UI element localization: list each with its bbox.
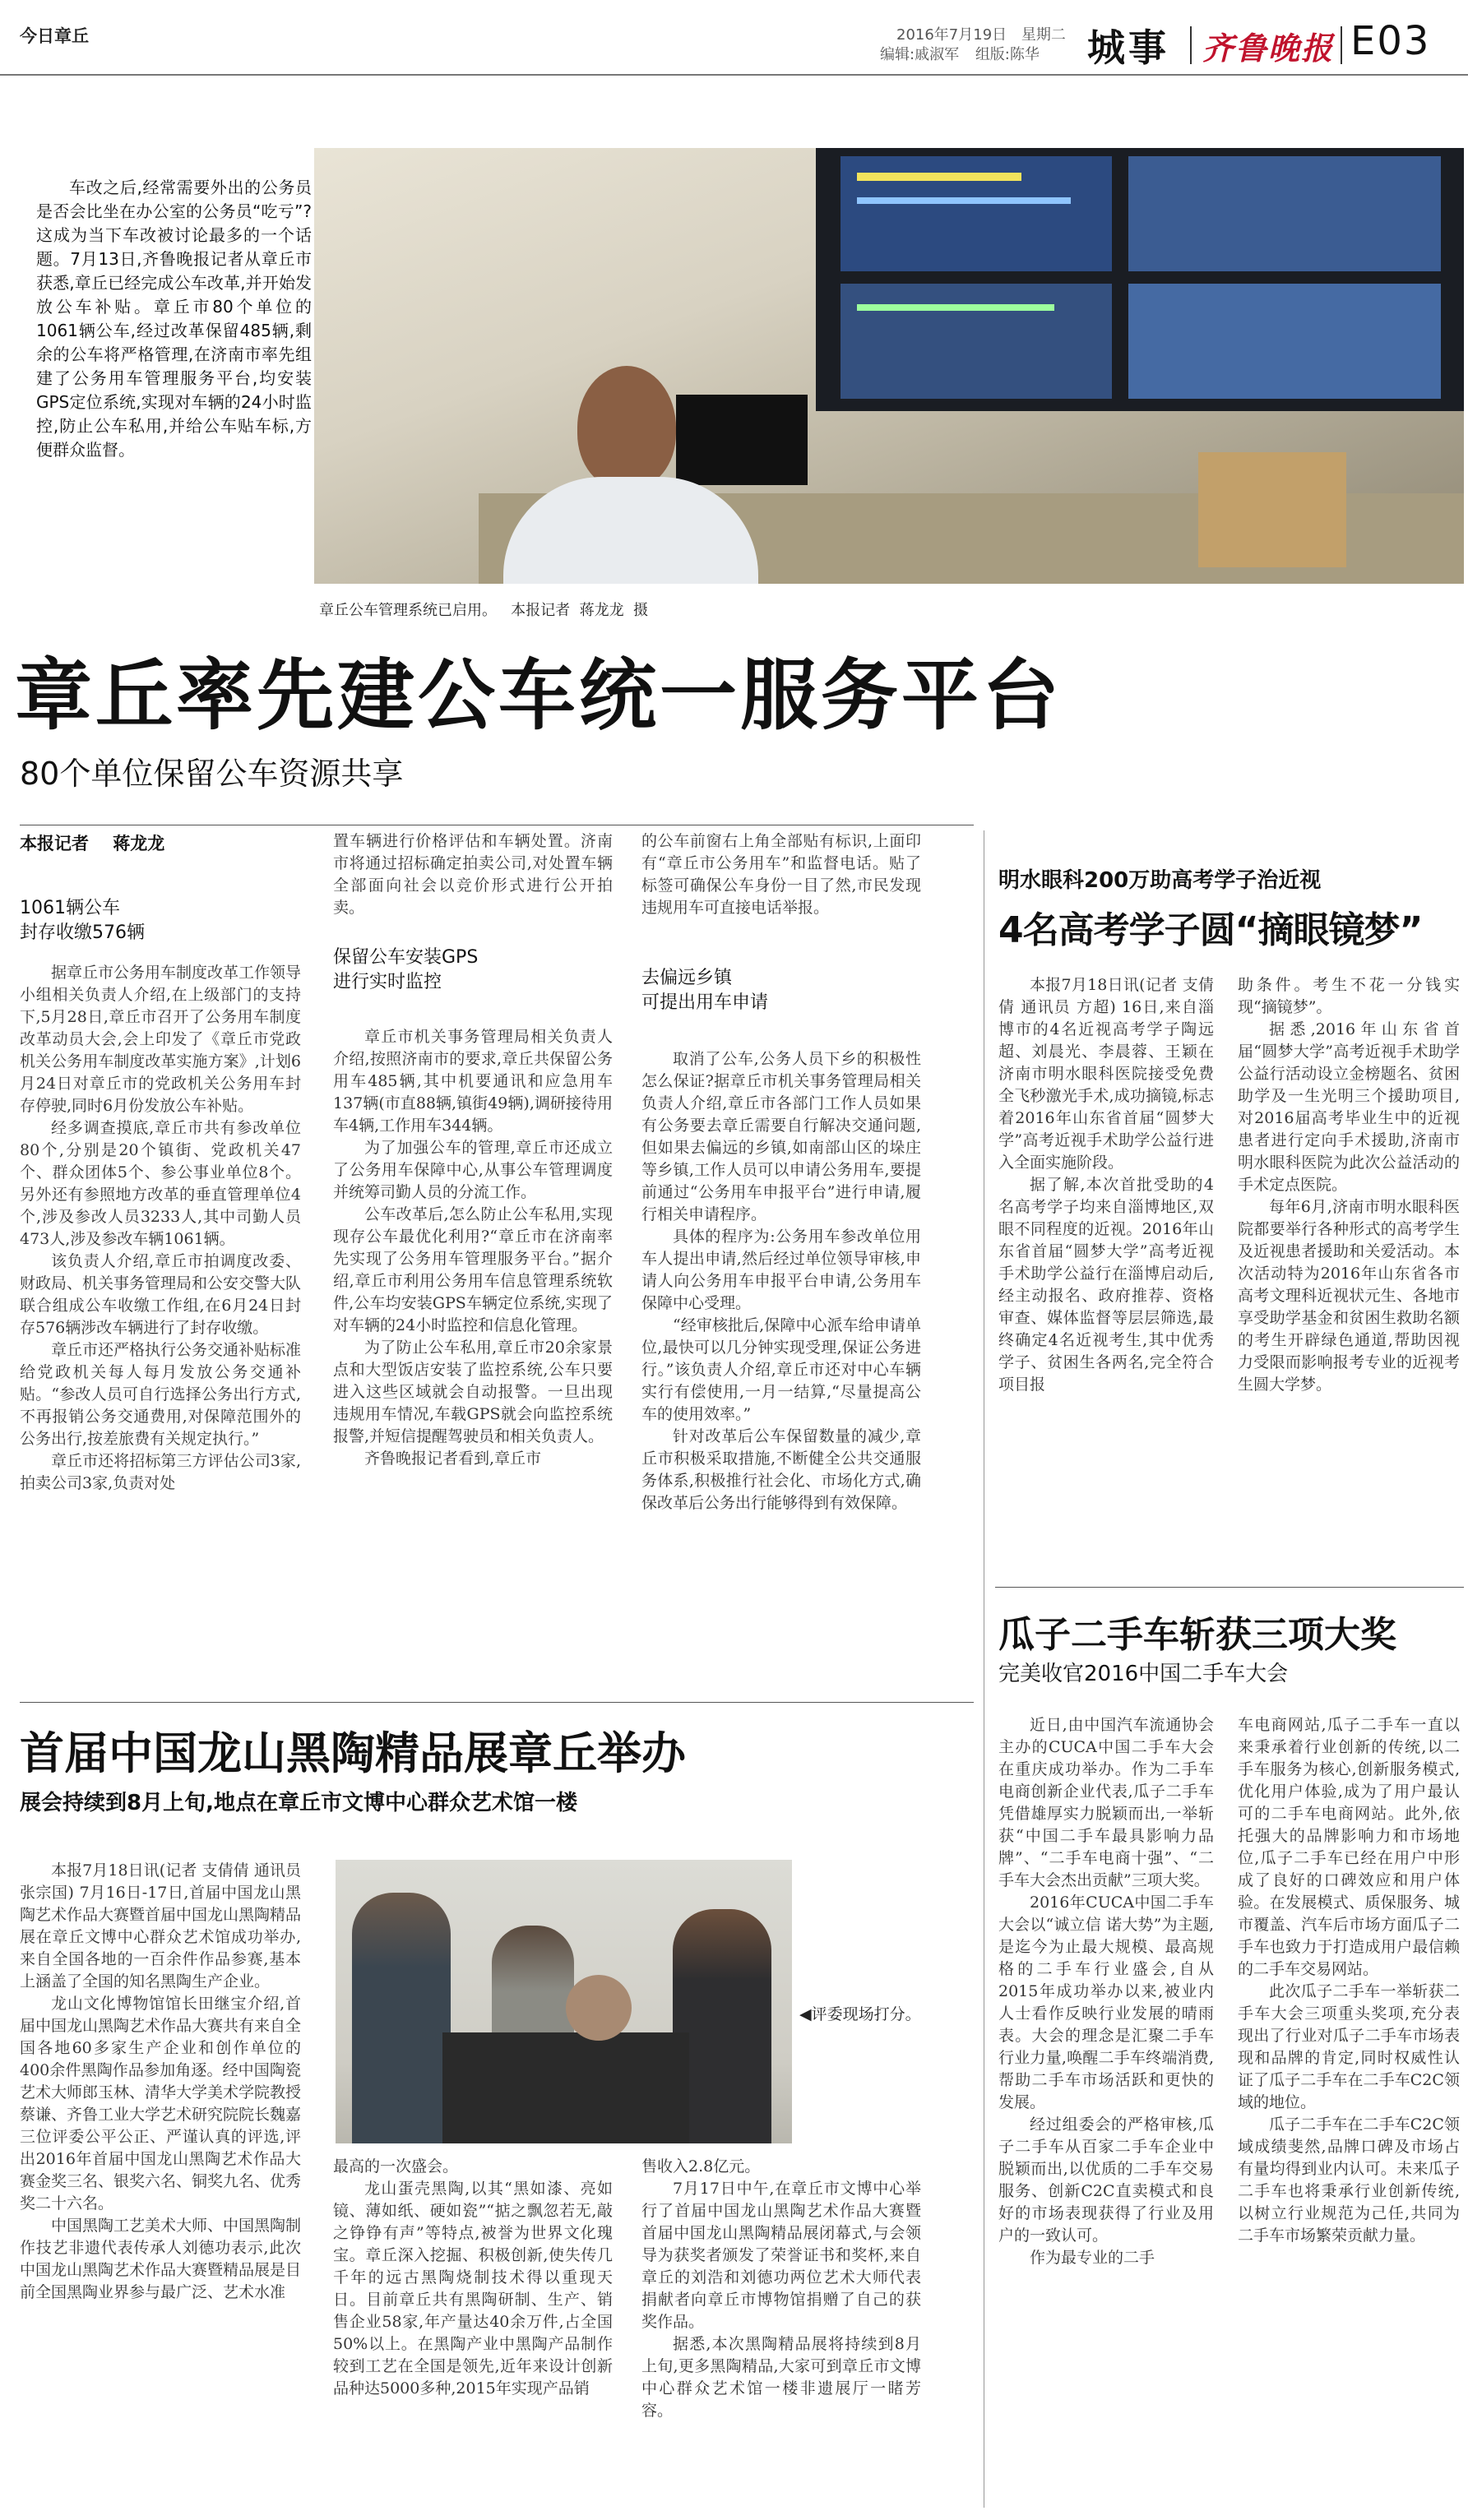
main-subhead-2 [333,946,613,995]
paragraph: 章丘市机关事务管理局相关负责人介绍,按照济南市的要求,章丘共保留公务用车485辆,其中机要通讯和应急用车137辆(市直88辆,镇街49辆),调研接待用车4辆,工作用车344辆。 [333,1028,613,1135]
paragraph: 据了解,本次首批受助的4名高考学子均来自淄博地区,双眼不同程度的近视。2016年山东省首届“圆梦大学”高考近视手术助学公益行在淄博启动后,经主动报名、政府推荐、资格审查、媒体监督等层层筛选,最终确定4名近视考生,其中优秀学子、贫困生各两名,完全符合项目报 [998,1176,1214,1394]
section-title: 城事 [1087,25,1169,70]
paragraph: 龙山蛋壳黑陶,以其“黑如漆、亮如镜、薄如纸、硬如瓷”“掂之飘忽若无,敲之铮铮有声”等特点,被誉为世界文化瑰宝。章丘深入挖掘、积极创新,使失传几千年的远古黑陶烧制技术得以重现天日。目前章丘共有黑陶研制、生产、销售企业58家,年产量达40余万件,占全国50%以上。在黑陶产业中黑陶产品制作较到工艺在全国是领先,近年来设计创新品种达5000多种,2015年实现产品销 [333,2180,613,2397]
right-column-rule [995,1587,1464,1588]
judge-1 [352,1893,451,2143]
paper-logo: 齐鲁晚报 [1202,30,1335,67]
person-head [577,366,676,489]
section-left-label: 今日章丘 [20,26,89,46]
desk-monitor [676,395,808,485]
paragraph: 章丘市还将招标第三方评估公司3家,拍卖公司3家,负责对处 [20,1452,301,1492]
pottery-display [442,2032,689,2143]
paragraph: 龙山文化博物馆馆长田继宝介绍,首届中国龙山黑陶艺术作品大赛共有来自全国各地60多家生产企业和创作单位的400余件黑陶作品参加角逐。经中国陶瓷艺术大师郎玉林、清华大学美术学院教授蔡谦、齐鲁工业大学艺术研究院院长魏嘉三位评委公平公正、严谨认真的评选,评出2016年首届中国龙山黑陶艺术作品大赛金奖三名、银奖六名、铜奖九名、优秀奖二十六名。 [20,1995,302,2213]
editor-text: 编辑:戚淑军 [880,46,960,63]
cardboard-box [1198,452,1346,567]
eye-col-b [1238,974,1460,1396]
paragraph: 每年6月,济南市明水眼科医院都要举行各种形式的高考学生及近视患者援助和关爱活动。本次活动特为2016年山东省各市高考文理科近视状元生、各地市享受助学基金和贫困生救助名额的考生开辟绿色通道,帮助因视力受限而影响报考专业的近视考生圆大学梦。 [1238,1198,1460,1394]
editor-credit [880,43,1040,64]
main-subheadline: 80个单位保留公车资源共享 [20,756,404,792]
pottery-col-1 [20,1860,301,2304]
main-col-2-top [333,830,613,919]
paragraph: 此次瓜子二手车一举斩获二手车大会三项重头奖项,充分表现出了行业对瓜子二手车市场表现和品牌的肯定,同时权威性认证了瓜子二手车在二手车C2C领域的地位。 [1238,1982,1460,2111]
paragraph: 本报7月18日讯(记者 支倩倩 通讯员 张宗国) 7月16日-17日,首届中国龙山黑陶艺术作品大赛暨首届中国龙山黑陶精品展在章丘文博中心群众艺术馆成功举办,来自全国各地的一百余件作品参赛,基本上涵盖了全国的知名黑陶生产企业。 [20,1861,302,1991]
main-subhead-1 [20,896,308,946]
paragraph: 取消了公车,公务人员下乡的积极性怎么保证?据章丘市机关事务管理局相关负责人介绍,章丘市各部门工作人员如果有公务要去章丘需要自行解决交通问题,但如果去偏远的乡镇,如南部山区的垛庄等乡镇,工作人员可以申请公务用车,要提前通过“公务用车申报平台”进行申请,履行相关申请程序。 [641,1050,921,1223]
caption-arrow-icon: ◀ [799,2005,812,2023]
lead-text: 车改之后,经常需要外出的公务员是否会比坐在办公室的公务员“吃亏”?这成为当下车改被讨论最多的一个话题。7月13日,齐鲁晚报记者从章丘市获悉,章丘已经完成公车改革,并开始发放公车补贴。章丘市80个单位的1061辆公车,经过改革保留485辆,剩余的公车将严格管理,在济南市率先组建了公务用车管理服务平台,均安装GPS定位系统,实现对车辆的24小时监控,防止公车私用,并给公车贴车标,方便群众监督。 [36,178,312,460]
layout-text: 组版:陈华 [975,46,1040,63]
main-col-3-top [641,830,921,919]
eye-headline-2: 4名高考学子圆“摘眼镜梦” [998,909,1423,951]
pottery-top-rule [20,1702,974,1703]
header-divider [1190,26,1192,64]
paragraph: 中国黑陶工艺美术大师、中国黑陶制作技艺非遗代表传承人刘德功表示,此次中国龙山黑陶艺术作品大赛暨精品展是目前全国黑陶业界参与最广泛、艺术水准 [20,2217,302,2301]
eye-col-a [998,974,1214,1396]
lead-photo [314,148,1464,584]
paragraph: 本报7月18日讯(记者 支倩倩 通讯员 方超) 16日,来自淄博市的4名近视高考学子陶远超、刘晨光、李晨蓉、王颖在济南市明水眼科医院接受免费全飞秒激光手术,成功摘镜,标志着2016年山东省首届“圆梦大学”高考近视手术助学公益行进入全面实施阶段。 [998,976,1214,1172]
paragraph: 近日,由中国汽车流通协会主办的CUCA中国二手车大会在重庆成功举办。作为二手车电商创新企业代表,瓜子二手车凭借雄厚实力脱颖而出,一举斩获“中国二手车最具影响力品牌”、“二手车电商十强”、“二手车大会杰出贡献”三项大奖。 [998,1716,1214,1889]
branch-sculpture [566,1975,632,2041]
main-col-3 [641,1048,921,1514]
main-byline: 本报记者 蒋龙龙 [20,834,165,853]
main-col-2 [333,1026,613,1470]
eye-headline-1: 明水眼科200万助高考学子治近视 [998,868,1322,893]
pottery-col-3 [641,2156,921,2422]
paragraph: 该负责人介绍,章丘市拍调度改委、财政局、机关事务管理局和公安交警大队联合组成公车收缴工作组,在6月24日封存576辆涉改车辆进行了封存收缴。 [20,1252,302,1337]
paragraph: 齐鲁晚报记者看到,章丘市 [364,1450,542,1468]
paragraph: 具体的程序为:公务用车参改单位用车人提出申请,然后经过单位领导审核,申请人向公务用车申报平台申请,公务用车保障中心受理。 [641,1228,921,1312]
paragraph: 2016年CUCA中国二手车大会以“诚立信 诺大势”为主题,是迄今为止最大规模、最高规格的二手车行业盛会,自从2015年成功举办以来,被业内人士看作反映行业发展的晴雨表。大会的理念是汇聚二手车行业力量,唤醒二手车终端消费,帮助二手车市场活跃和更快的发展。 [998,1893,1214,2111]
car-headline: 瓜子二手车斩获三项大奖 [998,1614,1396,1656]
pottery-photo [336,1860,792,2143]
paragraph: 据悉,本次黑陶精品展将持续到8月上旬,更多黑陶精品,大家可到章丘市文博中心群众艺术馆一楼非遗展厅一睹芳容。 [641,2335,921,2420]
paragraph: 瓜子二手车在二手车C2C领域成绩斐然,品牌口碑及市场占有量均得到业内认可。未来瓜子二手车也将秉承行业创新传统,以树立行业规范为己任,共同为二手车市场繁荣贡献力量。 [1238,2115,1460,2245]
paragraph: “经审核批后,保障中心派车给申请单位,最快可以几分钟实现受理,保证公务进行。”该负责人介绍,章丘市还对中心车辆实行有偿使用,一月一结算,“尽量提高公车的使用效率。” [641,1316,921,1423]
main-headline: 章丘率先建公车统一服务平台 [15,651,1063,741]
paragraph: 据章丘市公务用车制度改革工作领导小组相关负责人介绍,在上级部门的支持下,5月28日,章丘市召开了公务用车制度改革动员大会,会上印发了《章丘市党政机关公务用车制度改革实施方案》,计划6月24日对章丘市的党政机关公务用车封存停驶,同时6月份发放公车补贴。 [20,964,302,1115]
main-subhead-3-line2: 可提出用车申请 [641,992,769,1013]
paragraph: 7月17日中午,在章丘市文博中心举行了首届中国龙山黑陶艺术作品大赛暨首届中国龙山黑陶精品展闭幕式,与会领导为获奖者颁发了荣誉证书和奖杯,来自章丘的刘浩和刘德功两位艺术大师代表捐献者向章丘市博物馆捐赠了自己的获奖作品。 [641,2180,921,2331]
page-number: E03 [1350,18,1431,64]
paragraph: 助条件。考生不花一分钱实现“摘镜梦”。 [1238,976,1460,1016]
car-article [995,1595,1464,2516]
main-subhead-2-line1: 保留公车安装GPS [333,947,479,968]
caption-text: 评委现场打分。 [811,2005,921,2023]
car-col-a [998,1714,1214,2269]
lead-photo-caption: 章丘公车管理系统已启用。 本报记者 蒋龙龙 摄 [319,602,649,619]
paragraph: 最高的一次盛会。 [333,2157,459,2176]
main-subhead-1-line1: 1061辆公车 [20,898,120,918]
header-rule [0,74,1468,76]
paragraph: 车电商网站,瓜子二手车一直以来秉承着行业创新的传统,以二手车服务为核心,创新服务模式,优化用户体验,成为了用户最认可的二手车电商网站。此外,依托强大的品牌影响力和市场地位,瓜子二手车已经在用户中形成了良好的口碑效应和用户体验。在发展模式、质保服务、城市覆盖、汽车后市场方面瓜子二手车也致力于打造成用户最信赖的二手车交易网站。 [1238,1716,1460,1978]
pottery-subheadline: 展会持续到8月上旬,地点在章丘市文博中心群众艺术馆一楼 [20,1791,577,1815]
paragraph: 为了加强公车的管理,章丘市还成立了公务用车保障中心,从事公车管理调度并统筹司勤人员的分流工作。 [333,1139,613,1201]
issue-date [896,23,1066,44]
paragraph: 售收入2.8亿元。 [641,2157,761,2176]
car-subheadline: 完美收官2016中国二手车大会 [998,1662,1289,1686]
pottery-photo-caption [799,2003,923,2026]
paragraph: 经过组委会的严格审核,瓜子二手车从百家二手车企业中脱颖而出,以优质的二手车交易服务、创新C2C直卖模式和良好的市场表现获得了行业及用户的一致认可。 [998,2115,1214,2245]
main-subhead-1-line2: 封存收缴576辆 [20,922,145,943]
paragraph: 的公车前窗右上角全部贴有标识,上面印有“章丘市公务用车”和监督电话。贴了标签可确保公车身份一目了然,市民发现违规用车可直接电话举报。 [641,832,921,917]
paragraph: 经多调查摸底,章丘市共有参改单位80个,分别是20个镇街、党政机关47个、群众团体5个、参公事业单位8个。另外还有参照地方改革的垂直管理单位4个,涉及参改人员3233人,其中司勤人员473人,涉及参改车辆1061辆。 [20,1119,301,1248]
monitor-wall [816,148,1464,411]
main-subhead-3 [641,966,921,1015]
eye-article [995,830,1464,1702]
main-subhead-3-line1: 去偏远乡镇 [641,968,733,988]
paragraph: 置车辆进行价格评估和车辆处置。济南市将通过招标确定拍卖公司,对处置车辆全部面向社会以竞价形式进行公开拍卖。 [333,832,613,917]
paragraph: 针对改革后公车保留数量的减少,章丘市积极采取措施,不断健全公共交通服务体系,积极推行社会化、市场化方式,确保改革后公务出行能够得到有效保障。 [641,1427,921,1512]
main-subhead-2-line2: 进行实时监控 [333,972,442,992]
weekday-text: 星期二 [1021,26,1066,44]
paragraph: 为了防止公车私用,章丘市20余家景点和大型饭店安装了监控系统,公车只要进入这些区域就会自动报警。一旦出现违规用车情况,车载GPS就会向监控系统报警,并短信提醒驾驶员和相关负责人。 [333,1339,613,1445]
pottery-headline: 首届中国龙山黑陶精品展章丘举办 [20,1727,686,1779]
paragraph: 作为最专业的二手 [1030,2249,1155,2267]
main-col-1 [20,962,301,1495]
date-text: 2016年7月19日 [896,26,1007,44]
paragraph: 章丘市还严格执行公务交通补贴标准给党政机关每人每月发放公务交通补贴。“参改人员可自行选择公务出行方式,不再报销公务交通费用,对保障范围外的公务出行,按差旅费有关规定执行。” [20,1341,302,1448]
header-divider-2 [1341,26,1342,64]
car-col-b [1238,1714,1460,2247]
paragraph: 据悉,2016年山东省首届“圆梦大学”高考近视手术助学公益行活动设立金榜题名、贫困助学及一生光明三个援助项目,对2016届高考毕业生中的近视患者进行定向手术援助,济南市明水眼科医院为此次公益活动的手术定点医院。 [1238,1020,1460,1194]
paragraph: 公车改革后,怎么防止公车私用,实现现存公车最优化利用?“章丘市在济南率先实现了公务用车管理服务平台。”据介绍,章丘市利用公务用车信息管理系统软件,公车均安装GPS车辆定位系统,实现了对车辆的24小时监控和信息化管理。 [333,1205,613,1334]
page-header [0,0,1468,74]
pottery-col-2 [333,2156,613,2400]
